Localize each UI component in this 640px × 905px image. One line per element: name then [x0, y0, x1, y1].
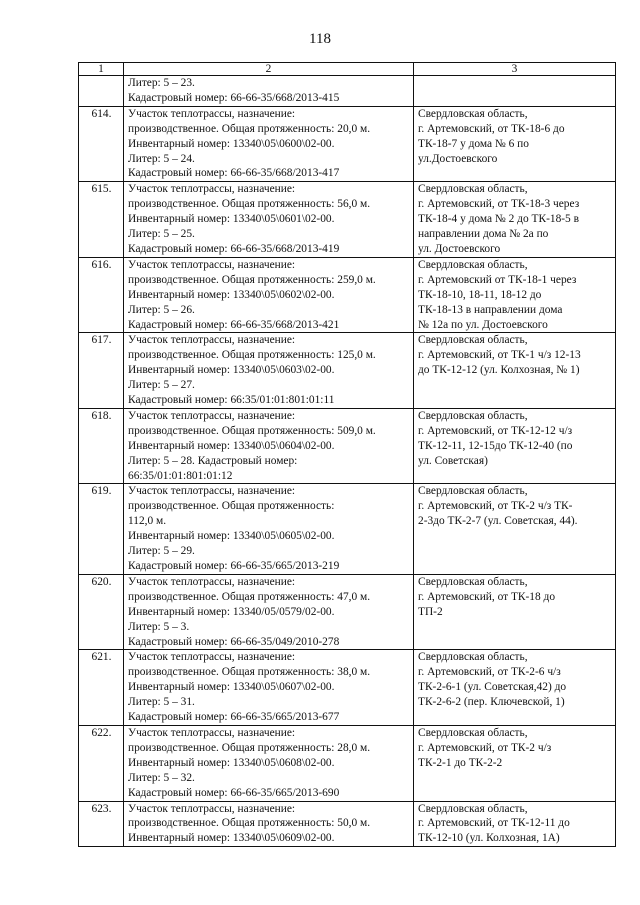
description-line: Инвентарный номер: 13340\05\0608\02-00. — [128, 756, 335, 769]
location-line: ТК-18-10, 18-11, 18-12 до — [418, 288, 542, 301]
location-line: ул. Советская) — [418, 454, 488, 467]
location-line: ТК-18-7 у дома № 6 по — [418, 137, 529, 150]
location-line: 2-3до ТК-2-7 (ул. Советская, 44). — [418, 515, 578, 528]
description-line: Участок теплотрассы, назначение: — [128, 575, 296, 588]
description-line: Кадастровый номер: 66-66-35/668/2013-417 — [128, 167, 340, 180]
row-number: 623. — [79, 801, 124, 847]
description-line: Участок теплотрассы, назначение: — [128, 258, 296, 271]
location-line: Свердловская область, — [418, 258, 528, 271]
description-line: Литер: 5 – 32. — [128, 771, 195, 784]
description-line: Инвентарный номер: 13340\05\0600\02-00. — [128, 137, 335, 150]
location-line: № 12а по ул. Достоевского — [418, 318, 548, 331]
description-line: Участок теплотрассы, назначение: — [128, 485, 296, 498]
location-line: ул. Достоевского — [418, 242, 501, 255]
object-description — [124, 257, 414, 333]
location-line: г. Артемовский, от ТК-12-12 ч/з — [418, 424, 573, 437]
table-row — [79, 484, 616, 574]
description-line: производственное. Общая протяженность: 20,0 м. — [128, 122, 371, 135]
description-line: Литер: 5 – 3. — [128, 620, 190, 633]
description-line: Инвентарный номер: 13340\05\0604\02-00. — [128, 439, 335, 452]
object-location — [414, 574, 616, 650]
object-description — [124, 725, 414, 801]
page-number: 118 — [309, 31, 331, 47]
location-line: направлении дома № 2а по — [418, 228, 549, 241]
description-line: 112,0 м. — [128, 515, 167, 528]
location-line: г. Артемовский, от ТК-2 ч/з ТК- — [418, 500, 573, 513]
location-line: ТК-18-13 в направлении дома — [418, 303, 563, 316]
location-line: Свердловская область, — [418, 651, 528, 664]
object-location — [414, 650, 616, 726]
object-description — [124, 574, 414, 650]
description-line: Инвентарный номер: 13340\05\0607\02-00. — [128, 681, 335, 694]
location-line: г. Артемовский от ТК-18-1 через — [418, 273, 577, 286]
object-location — [414, 76, 616, 107]
description-line: Инвентарный номер: 13340\05\0603\02-00. — [128, 364, 335, 377]
row-number — [79, 76, 124, 107]
object-description — [124, 76, 414, 107]
location-line: ТК-12-11, 12-15до ТК-12-40 (по — [418, 439, 573, 452]
table-header-row — [79, 63, 616, 76]
description-line: производственное. Общая протяженность: 509,0 м. — [128, 424, 376, 437]
row-number: 616. — [79, 257, 124, 333]
description-line: производственное. Общая протяженность: 125,0 м. — [128, 349, 376, 362]
table-row — [79, 801, 616, 847]
description-line: Кадастровый номер: 66-66-35/665/2013-690 — [128, 786, 340, 799]
description-line: производственное. Общая протяженность: 259,0 м. — [128, 273, 376, 286]
object-location — [414, 801, 616, 847]
table-row — [79, 106, 616, 182]
row-number: 614. — [79, 106, 124, 182]
location-line: ТК-2-6-1 (ул. Советская,42) до — [418, 681, 567, 694]
location-line: ТК-12-10 (ул. Колхозная, 1А) — [418, 832, 560, 845]
description-line: Кадастровый номер: 66-66-35/668/2013-419 — [128, 242, 340, 255]
description-line: производственное. Общая протяженность: — [128, 500, 335, 513]
description-line: Участок теплотрассы, назначение: — [128, 651, 296, 664]
row-number: 615. — [79, 182, 124, 258]
description-line: Кадастровый номер: 66:35/01:01:801:01:11 — [128, 394, 335, 407]
location-line: г. Артемовский, от ТК-2-6 ч/з — [418, 666, 561, 679]
row-number: 620. — [79, 574, 124, 650]
object-location — [414, 182, 616, 258]
continuation-row — [79, 76, 616, 107]
location-line: г. Артемовский, от ТК-1 ч/з 12-13 — [418, 349, 581, 362]
description-line: Кадастровый номер: 66-66-35/668/2013-421 — [128, 318, 340, 331]
description-line: производственное. Общая протяженность: 50,0 м. — [128, 817, 371, 830]
description-line: Участок теплотрассы, назначение: — [128, 802, 296, 815]
object-location — [414, 333, 616, 409]
object-description — [124, 333, 414, 409]
location-line: ул.Достоевского — [418, 152, 498, 165]
description-line: Участок теплотрассы, назначение: — [128, 726, 296, 739]
description-line: Литер: 5 – 31. — [128, 696, 195, 709]
registry-table — [78, 62, 616, 847]
row-number: 619. — [79, 484, 124, 574]
description-line: Литер: 5 – 28. Кадастровый номер: — [128, 454, 298, 467]
location-line: Свердловская область, — [418, 802, 528, 815]
object-description — [124, 484, 414, 574]
description-line: производственное. Общая протяженность: 47,0 м. — [128, 590, 371, 603]
description-line: Участок теплотрассы, назначение: — [128, 183, 296, 196]
description-line: Инвентарный номер: 13340\05\0601\02-00. — [128, 213, 335, 226]
object-description — [124, 182, 414, 258]
row-number: 621. — [79, 650, 124, 726]
description-line: Литер: 5 – 23. — [128, 77, 195, 89]
table-row — [79, 574, 616, 650]
description-line: Участок теплотрассы, назначение: — [128, 334, 296, 347]
location-line: г. Артемовский, от ТК-18-6 до — [418, 122, 565, 135]
description-line: Кадастровый номер: 66-66-35/049/2010-278 — [128, 635, 340, 648]
location-line: Свердловская область, — [418, 107, 528, 120]
description-line: 66:35/01:01:801:01:12 — [128, 469, 233, 482]
location-line: г. Артемовский, от ТК-12-11 до — [418, 817, 570, 830]
description-line: Литер: 5 – 29. — [128, 545, 195, 558]
row-number: 622. — [79, 725, 124, 801]
description-line: Инвентарный номер: 13340\05\0602\02-00. — [128, 288, 335, 301]
description-line: производственное. Общая протяженность: 38,0 м. — [128, 666, 371, 679]
location-line: Свердловская область, — [418, 575, 528, 588]
location-line: г. Артемовский, от ТК-18-3 через — [418, 198, 580, 211]
location-line: Свердловская область, — [418, 726, 528, 739]
description-line: Литер: 5 – 24. — [128, 152, 195, 165]
description-line: Кадастровый номер: 66-66-35/665/2013-219 — [128, 560, 340, 572]
object-location — [414, 725, 616, 801]
location-line: ТП-2 — [418, 605, 443, 618]
description-line: Литер: 5 – 26. — [128, 303, 195, 316]
table-row — [79, 257, 616, 333]
description-line: Кадастровый номер: 66-66-35/668/2013-415 — [128, 91, 340, 104]
table-body — [79, 76, 616, 847]
object-location — [414, 106, 616, 182]
table-row — [79, 408, 616, 484]
description-line: производственное. Общая протяженность: 28,0 м. — [128, 741, 371, 754]
object-location — [414, 257, 616, 333]
object-location — [414, 408, 616, 484]
description-line: Инвентарный номер: 13340\05\0605\02-00. — [128, 530, 335, 543]
object-description — [124, 801, 414, 847]
location-line: ТК-18-4 у дома № 2 до ТК-18-5 в — [418, 213, 579, 226]
object-location — [414, 484, 616, 574]
column-header-location: 3 — [414, 63, 616, 76]
object-description — [124, 408, 414, 484]
description-line: Литер: 5 – 25. — [128, 228, 195, 241]
location-line: Свердловская область, — [418, 485, 528, 498]
location-line: г. Артемовский, от ТК-2 ч/з — [418, 741, 552, 754]
table-row — [79, 182, 616, 258]
object-description — [124, 650, 414, 726]
description-line: Участок теплотрассы, назначение: — [128, 107, 296, 120]
object-description — [124, 106, 414, 182]
description-line: Кадастровый номер: 66-66-35/665/2013-677 — [128, 711, 340, 724]
location-line: ТК-2-6-2 (пер. Ключевской, 1) — [418, 696, 565, 709]
column-header-number: 1 — [79, 63, 124, 76]
location-line: ТК-2-1 до ТК-2-2 — [418, 756, 503, 769]
description-line: производственное. Общая протяженность: 56,0 м. — [128, 198, 371, 211]
location-line: г. Артемовский, от ТК-18 до — [418, 590, 556, 603]
location-line: Свердловская область, — [418, 183, 528, 196]
table-row — [79, 333, 616, 409]
row-number: 618. — [79, 408, 124, 484]
location-line: Свердловская область, — [418, 334, 528, 347]
row-number: 617. — [79, 333, 124, 409]
table-row — [79, 725, 616, 801]
description-line: Участок теплотрассы, назначение: — [128, 409, 296, 422]
description-line: Литер: 5 – 27. — [128, 379, 195, 392]
description-line: Инвентарный номер: 13340/05/0579/02-00. — [128, 605, 335, 618]
column-header-description: 2 — [124, 63, 414, 76]
location-line: Свердловская область, — [418, 409, 528, 422]
description-line: Инвентарный номер: 13340\05\0609\02-00. — [128, 832, 335, 845]
location-line: до ТК-12-12 (ул. Колхозная, № 1) — [418, 364, 580, 377]
table-row — [79, 650, 616, 726]
